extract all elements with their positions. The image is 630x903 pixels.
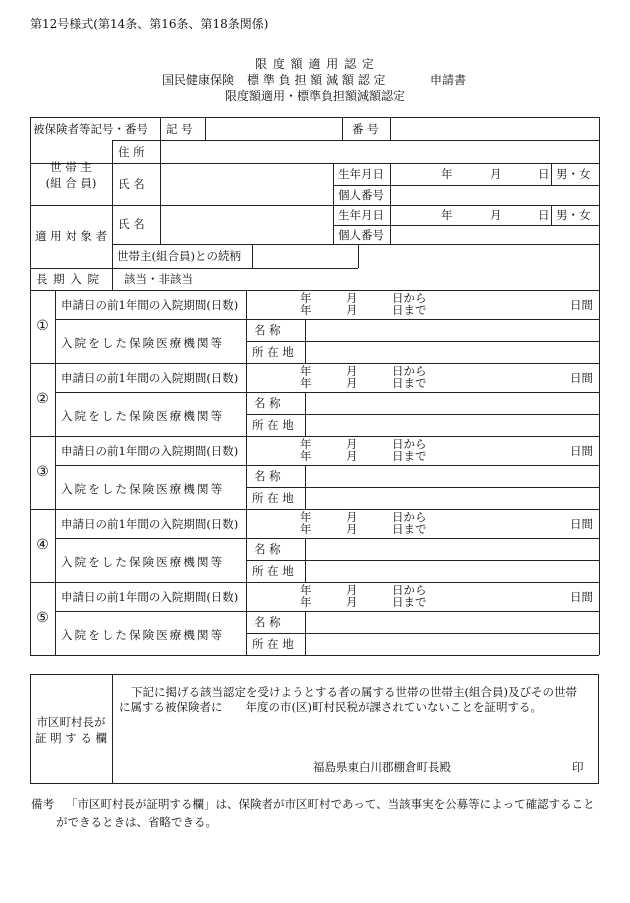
remarks-line-1: 「市区町村長が証明する欄」は、保険者が市区町村であって、当該事実を公募等によって確認すること [66,797,595,811]
entry-marker: ① [36,318,49,334]
entry-marker: ② [36,391,49,407]
entry-institution-label: 入院をした保険医療機関等 [61,555,225,569]
applicant-relation-field[interactable] [253,245,357,267]
entry-period-from[interactable]: 年 月 日から [300,510,427,524]
entry-institution-address-field[interactable] [306,415,598,435]
entry-period-to[interactable]: 年 月 日まで [300,522,427,536]
entry-period-from[interactable]: 年 月 日から [300,583,427,597]
householder-gender-select[interactable]: 男・女 [556,167,591,181]
entry-period-from[interactable]: 年 月 日から [300,437,427,451]
title-line-2-prefix: 国民健康保険 [162,73,235,87]
entry-institution-address-label: 所 在 地 [252,564,294,578]
entry-institution-name-label: 名 称 [254,615,281,629]
entry-institution-address-label: 所 在 地 [252,637,294,651]
applicant-label: 適 用 対 象 者 [34,229,108,243]
entry-period-to[interactable]: 年 月 日まで [300,595,427,609]
entry-days[interactable]: 日間 [570,444,593,458]
entry-days[interactable]: 日間 [570,371,593,385]
entry-institution-name-label: 名 称 [254,469,281,483]
entry-period-label: 申請日の前1年間の入院期間(日数) [61,298,239,312]
entry-marker: ⑤ [36,610,49,626]
householder-label-1: 世 帯 主 [50,160,92,174]
entry-institution-label: 入院をした保険医療機関等 [61,628,225,642]
householder-birthdate-label: 生年月日 [338,167,384,181]
entry-institution-name-label: 名 称 [254,542,281,556]
entry-institution-label: 入院をした保険医療機関等 [61,482,225,496]
entry-period-label: 申請日の前1年間の入院期間(日数) [61,371,239,385]
entry-institution-name-field[interactable] [306,393,598,413]
applicant-name-field[interactable] [161,206,332,243]
insured-symbol-field[interactable] [206,118,341,139]
insured-symbol-label: 記 号 [166,122,193,136]
entry-period-to[interactable]: 年 月 日まで [300,449,427,463]
title-line-1: 限 度 額 適 用 認 定 [255,57,375,71]
title-line-2-mid: 標 準 負 担 額 減 額 認 定 [247,73,386,87]
applicant-birthdate-label: 生年月日 [338,208,384,222]
householder-personal-number-label: 個人番号 [338,188,384,202]
householder-personal-number-field[interactable] [391,186,598,204]
applicant-year-label: 年 [441,208,453,222]
householder-label-2: (組 合 員) [45,176,97,190]
insured-symbol-number-label: 被保険者等記号・番号 [33,122,148,136]
certification-text-1: 下記に掲げる該当認定を受けようとする者の属する世帯の世帯主(組合員)及びその世帯 [131,685,577,699]
certification-text-2: に属する被保険者に 年度の市(区)町村民税が課されていないことを証明する。 [119,700,542,714]
entry-period-to[interactable]: 年 月 日まで [300,376,427,390]
entry-marker: ③ [36,464,49,480]
entry-institution-name-field[interactable] [306,539,598,559]
applicant-gender-select[interactable]: 男・女 [556,208,591,222]
entry-institution-address-field[interactable] [306,488,598,508]
entry-institution-address-field[interactable] [306,561,598,581]
remarks-label: 備考 [31,797,54,811]
entry-period-label: 申請日の前1年間の入院期間(日数) [61,444,239,458]
entry-days[interactable]: 日間 [570,590,593,604]
certification-label-1: 市区町村長が [36,715,106,729]
entry-institution-label: 入院をした保険医療機関等 [61,409,225,423]
entry-period-label: 申請日の前1年間の入院期間(日数) [61,517,239,531]
long-term-options[interactable]: 該当・非該当 [124,272,193,286]
remarks-line-2: ができるときは、省略できる。 [56,815,217,829]
applicant-personal-number-field[interactable] [391,226,598,243]
insured-number-field[interactable] [391,118,598,139]
seal-mark: 印 [572,760,584,774]
entry-marker: ④ [36,537,49,553]
entry-institution-name-field[interactable] [306,320,598,340]
householder-day-label: 日 [538,167,550,181]
title-line-3: 限度額適用・標準負担額減額認定 [224,89,405,103]
entry-institution-address-label: 所 在 地 [252,491,294,505]
certification-label-2: 証 明 す る 欄 [34,731,108,745]
entry-days[interactable]: 日間 [570,517,593,531]
applicant-name-label: 氏 名 [118,217,145,231]
entry-institution-label: 入院をした保険医療機関等 [61,336,225,350]
applicant-relation-label: 世帯主(組合員)との続柄 [117,249,241,263]
entry-period-from[interactable]: 年 月 日から [300,291,427,305]
entry-period-from[interactable]: 年 月 日から [300,364,427,378]
certification-addressee: 福島県東白川郡棚倉町長殿 [313,760,451,774]
entry-institution-name-label: 名 称 [254,323,281,337]
applicant-month-label: 月 [490,208,502,222]
householder-address-field[interactable] [161,141,598,162]
householder-month-label: 月 [490,167,502,181]
householder-address-label: 住 所 [118,145,145,159]
entry-institution-address-label: 所 在 地 [252,418,294,432]
applicant-personal-number-label: 個人番号 [338,228,384,242]
entry-days[interactable]: 日間 [570,298,593,312]
title-line-2-suffix: 申請書 [430,73,467,87]
entry-institution-address-label: 所 在 地 [252,345,294,359]
entry-period-to[interactable]: 年 月 日まで [300,303,427,317]
entry-institution-name-label: 名 称 [254,396,281,410]
entry-period-label: 申請日の前1年間の入院期間(日数) [61,590,239,604]
form-number: 第12号様式(第14条、第16条、第18条関係) [30,17,269,31]
entry-institution-name-field[interactable] [306,466,598,486]
applicant-day-label: 日 [538,208,550,222]
householder-name-field[interactable] [161,164,332,204]
long-term-label: 長 期 入 院 [36,272,100,286]
entry-institution-name-field[interactable] [306,612,598,632]
householder-year-label: 年 [441,167,453,181]
entry-institution-address-field[interactable] [306,342,598,362]
insured-number-label: 番 号 [352,122,379,136]
householder-name-label: 氏 名 [118,177,145,191]
entry-institution-address-field[interactable] [306,634,598,654]
